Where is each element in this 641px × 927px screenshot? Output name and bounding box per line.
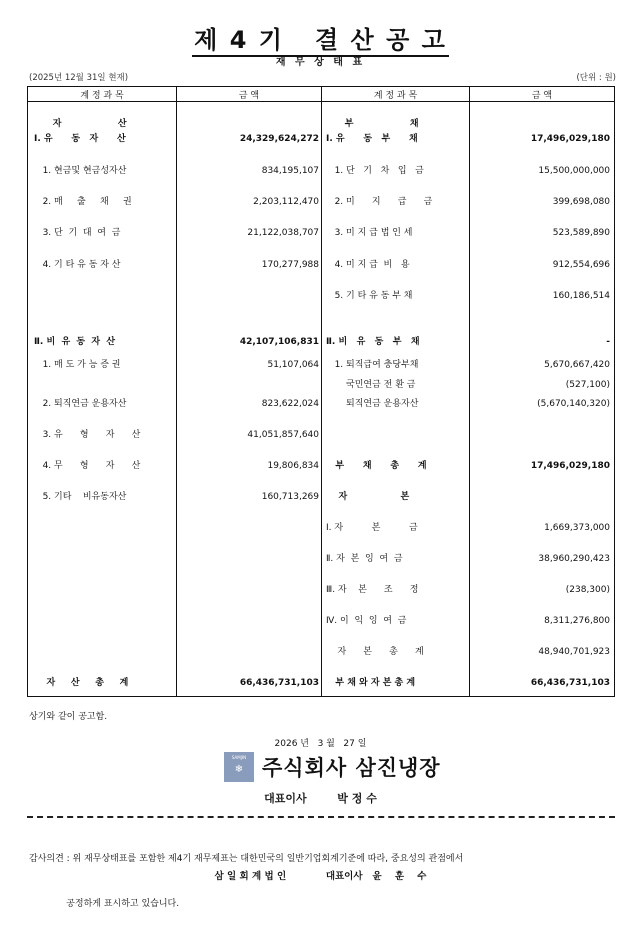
row-right-label: Ⅳ. 이 익 잉 여 금 [326,616,407,626]
row-left-label: 2. 매 출 채 권 [34,197,132,207]
row-right-label: Ⅰ. 유 동 부 채 [326,134,418,144]
row-right-amount: 5,670,667,420 [544,360,610,370]
row-left-label: 5. 기타 비유동자산 [34,492,127,502]
row-right-amount: 38,960,290,423 [538,554,610,564]
column-divider [321,87,322,696]
row-right-amount: 523,589,890 [552,228,610,238]
audit-opinion-line: 공정하게 표시하고 있습니다. [29,899,180,909]
row-right-amount: (238,300) [565,585,610,595]
row-left-label: Ⅰ. 유 동 자 산 [34,134,126,144]
row-right-label: Ⅱ. 자 본 잉 여 금 [326,554,403,564]
row-left-amount: 823,622,024 [261,399,319,409]
row-right-label: 1. 단 기 차 입 금 [326,166,424,176]
announcement-date: 2026 년 3 월 27 일 [274,739,367,749]
header-account-left: 계 정 과 목 [80,91,124,101]
row-right-label: Ⅱ. 비 유 동 부 채 [326,337,420,347]
row-left-label: 자 산 [34,119,127,129]
column-divider [176,87,177,696]
row-right-amount: 160,186,514 [552,291,610,301]
row-left-label: 4. 기 타 유 동 자 산 [34,260,121,270]
row-right-label: 3. 미 지 급 법 인 세 [326,228,413,238]
announcement-note: 상기와 같이 공고함. [29,712,108,722]
auditor-signature: 삼 일 회 계 법 인 대표이사 윤 훈 수 [214,871,427,882]
row-right-label: 5. 기 타 유 동 부 채 [326,291,413,301]
row-left-amount: 19,806,834 [267,461,319,471]
row-right-label: 2. 미 지 급 금 [326,197,433,207]
company-name: 주식회사 삼진냉장 [262,756,441,780]
dashed-divider [27,816,615,818]
header-account-right: 계 정 과 목 [373,91,418,101]
row-right-label: 부 채 와 자 본 총 계 [326,678,416,688]
row-right-amount: - [606,337,610,347]
page-title: 제 4 기 결 산 공 고 [0,20,641,55]
audit-opinion-line: 감사의견 : 위 재무상태표를 포함한 제4기 재무제표는 대한민국의 일반기업회계기준에 따라, 중요성의 관점에서 [29,854,464,864]
row-right-amount: 48,940,701,923 [538,647,610,657]
row-right-amount: 912,554,696 [552,260,610,270]
header-amount-left: 금 액 [238,91,260,101]
row-right-label: Ⅰ. 자 본 금 [326,523,418,533]
row-left-amount: 21,122,038,707 [247,228,319,238]
row-left-label: 1. 매 도 가 능 증 권 [34,360,121,370]
row-right-amount: (527,100) [565,380,610,390]
row-right-label: 부 채 [326,119,419,129]
row-left-label: 3. 유 형 자 산 [34,430,141,440]
ceo-name: 대표이사 박 정 수 [264,792,377,805]
as-of-date: (2025년 12월 31일 현재) [29,73,129,83]
row-right-amount: 15,500,000,000 [538,166,610,176]
row-right-label: 자 본 [326,492,410,502]
row-right-amount: 8,311,276,800 [544,616,610,626]
row-right-amount: 1,669,373,000 [544,523,610,533]
header-amount-right: 금 액 [531,91,553,101]
row-left-label: Ⅱ. 비 유 동 자 산 [34,337,116,347]
row-right-label: 자 본 총 계 [326,647,424,657]
row-left-label: 자 산 총 계 [34,678,129,688]
statement-subtitle: 재 무 상 태 표 [275,57,366,68]
row-right-amount: 399,698,080 [552,197,610,207]
company-signature [224,752,441,782]
row-left-amount: 41,051,857,640 [247,430,319,440]
row-right-label: 퇴직연금 운용자산 [326,399,419,409]
row-left-label: 4. 무 형 자 산 [34,461,141,471]
row-left-amount: 170,277,988 [261,260,319,270]
row-left-label: 2. 퇴직연금 운용자산 [34,399,127,409]
row-left-amount: 42,107,106,831 [239,337,319,347]
row-left-amount: 2,203,112,470 [253,197,319,207]
snowflake-icon: ❄ [234,764,244,775]
row-left-amount: 51,107,064 [267,360,319,370]
company-logo: SAMJIN ❄ [224,752,254,782]
row-right-amount: 66,436,731,103 [530,678,610,688]
row-right-amount: 17,496,029,180 [530,134,610,144]
row-left-amount: 834,195,107 [261,166,319,176]
row-right-amount: (5,670,140,320) [537,399,610,409]
row-right-label: 1. 퇴직급여 충당부채 [326,360,419,370]
row-right-label: 부 채 총 계 [326,461,427,471]
row-right-amount: 17,496,029,180 [530,461,610,471]
row-left-amount: 24,329,624,272 [239,134,319,144]
row-left-label: 1. 현금및 현금성자산 [34,166,127,176]
header-divider [28,101,614,102]
currency-unit: (단위 : 원) [576,73,616,83]
row-right-label: 4. 미 지 급 비 용 [326,260,410,270]
column-divider [469,87,470,696]
row-left-amount: 160,713,269 [261,492,319,502]
row-right-label: Ⅲ. 자 본 조 정 [326,585,419,595]
row-left-label: 3. 단 기 대 여 금 [34,228,121,238]
balance-sheet-table [27,86,615,697]
row-left-amount: 66,436,731,103 [239,678,319,688]
row-right-label: 국민연금 전 환 금 [326,380,416,390]
